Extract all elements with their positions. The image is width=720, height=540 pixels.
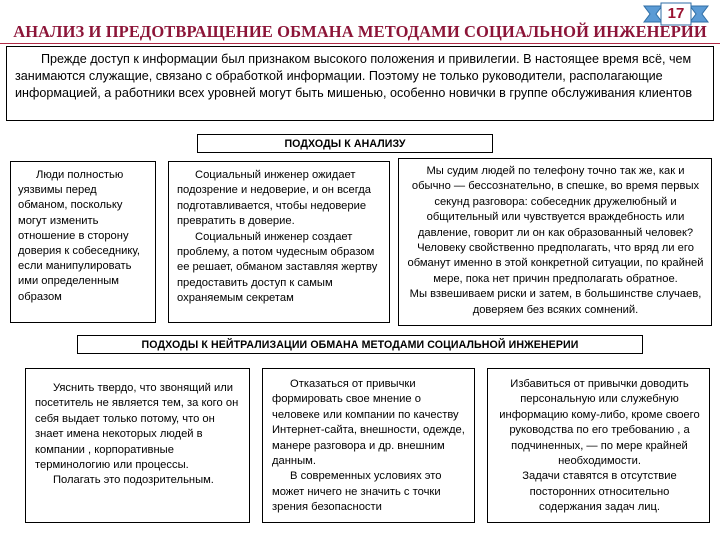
paragraph: Мы взвешиваем риски и затем, в большинстве случаев, доверяем без всяких сомнений. [409,288,702,316]
intro-box [6,46,714,121]
card-analysis-3 [398,158,712,326]
card-neutralization-2 [262,368,475,523]
card-neutralization-3-text [497,377,702,516]
paragraph: Отказаться от привычки формировать свое мнение о человеке или компании по качеству Интернет-сайта, внешности, одежде, манере разговора и др. внешним данным. [272,378,465,468]
paragraph: Уяснить твердо, что звонящий или посетитель не является тем, за кого он себя выдает только потому, что он знает имена некоторых людей в компании , корпоративные терминологию или процессы. [35,382,239,472]
intro-text: Прежде доступ к информации был признаком высокого положения и привилегии. В настоящее время всё, чем занимаются служащие, связано с обработкой информации. Поэтому не только руководители, располагающие информацией, а работники всех уровней могут быть мишенью, особенно новички в группе обслуживания клиентов [15,52,693,101]
paragraph: Полагать это подозрительным. [53,474,214,487]
section-header-analysis: ПОДХОДЫ К АНАЛИЗУ [197,134,493,153]
card-analysis-2-text [177,168,382,307]
card-analysis-1-text [18,168,149,305]
section-header-neutralization: ПОДХОДЫ К НЕЙТРАЛИЗАЦИИ ОБМАНА МЕТОДАМИ СОЦИАЛЬНОЙ ИНЖЕНЕРИИ [77,335,643,354]
paragraph: Задачи ставятся в отсутствие посторонних относительно содержания задач лиц. [522,470,677,514]
paragraph: Социальный инженер создает проблему, а потом чудесным образом ее решает, обманом заставляя жертву предоставить доступ к самым охраняемым секретам [177,230,378,305]
paragraph: Социальный инженер ожидает подозрение и недоверие, и он всегда подготавливается, чтобы недоверие превратить в доверие. [177,169,372,228]
card-neutralization-1-text [35,381,241,489]
card-analysis-3-text [407,164,704,318]
card-neutralization-2-text [272,377,467,516]
paragraph: Люди полностью уязвимы перед обманом, поскольку могут изменить отношение в сторону доверия к собеседнику, если манипулировать ими определенным образом [18,169,141,303]
page-number: 17 [667,5,685,22]
card-neutralization-1 [25,368,250,523]
title-divider [0,43,720,44]
page-title: АНАЛИЗ И ПРЕДОТВРАЩЕНИЕ ОБМАНА МЕТОДАМИ СОЦИАЛЬНОЙ ИНЖЕНЕРИИ [13,22,707,41]
paragraph: В современных условиях это может ничего не значить с точки зрения безопасности [272,470,442,514]
paragraph: Человеку свойственно предполагать, что вряд ли его обманут именно в этой конкретной ситуации, по крайней мере, пока нет причин предполагать обратное. [407,242,704,285]
card-analysis-2 [168,161,390,323]
card-neutralization-3 [487,368,710,523]
paragraph: Избавиться от привычки доводить персональную или служебную информацию кому-либо, кроме своего руководства по его требованию , а подчиненных, — по мере крайней необходимости. [499,378,700,468]
card-analysis-1 [10,161,156,323]
paragraph: Мы судим людей по телефону точно так же, как и обычно — бессознательно, в спешке, во время первых секунд разговора: собеседник дружелюбный и общительный или чувствуется враждебность или давление, говорит ли он как образованный человек? [411,165,700,239]
